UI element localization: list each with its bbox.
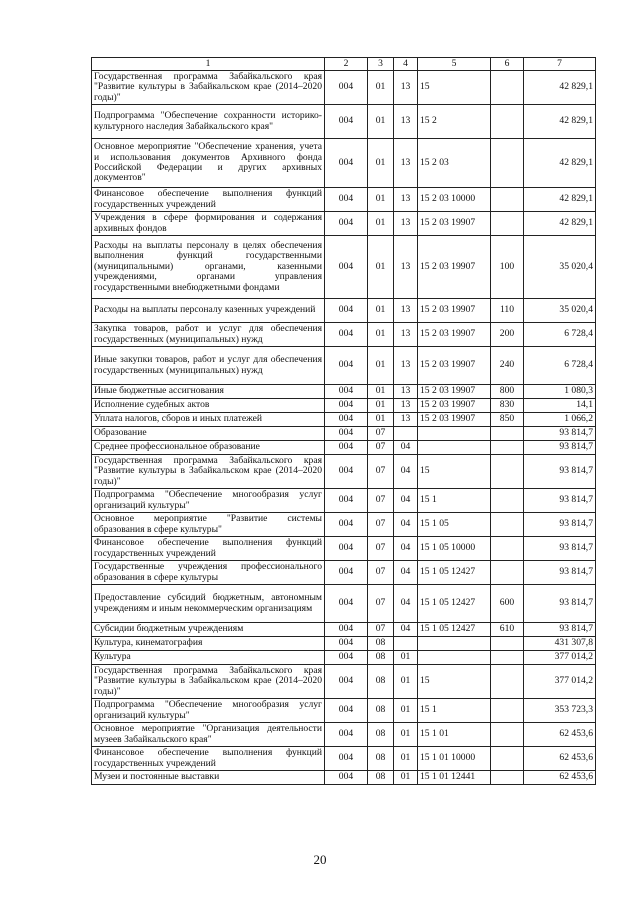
table-row [92, 623, 596, 637]
amount-cell: 93 814,7 [524, 585, 596, 623]
table-row [92, 651, 596, 665]
section-cell: 01 [368, 236, 394, 299]
section-cell: 01 [368, 347, 394, 385]
item-name-cell: Финансовое обеспечение выполнения функций государственных учреждений [92, 188, 325, 212]
table-row [92, 455, 596, 489]
target-article-cell: 15 2 03 19907 [418, 385, 491, 399]
code-cell: 004 [325, 623, 368, 637]
amount-cell: 42 829,1 [524, 139, 596, 188]
code-cell: 004 [325, 413, 368, 427]
table-row [92, 188, 596, 212]
table-row [92, 323, 596, 347]
expense-type-cell: 850 [491, 413, 524, 427]
item-name-cell: Среднее профессиональное образование [92, 441, 325, 455]
item-name-cell: Подпрограмма "Обеспечение многообразия услуг организаций культуры" [92, 699, 325, 723]
header-cell: 6 [491, 58, 524, 71]
expense-type-cell [491, 561, 524, 585]
section-cell: 08 [368, 651, 394, 665]
amount-cell: 93 814,7 [524, 441, 596, 455]
target-article-cell: 15 2 [418, 105, 491, 139]
table-header [92, 58, 596, 71]
item-name-cell: Учреждения в сфере формирования и содержания архивных фондов [92, 212, 325, 236]
subsection-cell: 01 [394, 723, 418, 747]
amount-cell: 42 829,1 [524, 105, 596, 139]
code-cell: 004 [325, 385, 368, 399]
code-cell: 004 [325, 455, 368, 489]
section-cell: 08 [368, 771, 394, 785]
item-name-cell: Музеи и постоянные выставки [92, 771, 325, 785]
code-cell: 004 [325, 105, 368, 139]
code-cell: 004 [325, 399, 368, 413]
code-cell: 004 [325, 723, 368, 747]
table-row [92, 699, 596, 723]
amount-cell: 6 728,4 [524, 347, 596, 385]
table-row [92, 347, 596, 385]
code-cell: 004 [325, 323, 368, 347]
subsection-cell: 04 [394, 513, 418, 537]
subsection-cell: 04 [394, 489, 418, 513]
subsection-cell: 13 [394, 385, 418, 399]
code-cell: 004 [325, 537, 368, 561]
target-article-cell: 15 2 03 [418, 139, 491, 188]
section-cell: 01 [368, 212, 394, 236]
subsection-cell: 13 [394, 139, 418, 188]
target-article-cell: 15 2 03 19907 [418, 323, 491, 347]
table-row [92, 537, 596, 561]
code-cell: 004 [325, 513, 368, 537]
subsection-cell [394, 427, 418, 441]
expense-type-cell [491, 699, 524, 723]
target-article-cell [418, 651, 491, 665]
expense-type-cell: 830 [491, 399, 524, 413]
subsection-cell: 13 [394, 236, 418, 299]
amount-cell: 42 829,1 [524, 188, 596, 212]
table-row [92, 299, 596, 323]
table-row [92, 637, 596, 651]
target-article-cell [418, 427, 491, 441]
subsection-cell: 01 [394, 651, 418, 665]
code-cell: 004 [325, 347, 368, 385]
section-cell: 01 [368, 385, 394, 399]
expense-type-cell [491, 139, 524, 188]
header-cell: 2 [325, 58, 368, 71]
target-article-cell: 15 1 05 12427 [418, 623, 491, 637]
subsection-cell: 04 [394, 537, 418, 561]
amount-cell: 93 814,7 [524, 513, 596, 537]
subsection-cell: 04 [394, 455, 418, 489]
section-cell: 07 [368, 623, 394, 637]
item-name-cell: Субсидии бюджетным учреждениям [92, 623, 325, 637]
amount-cell: 62 453,6 [524, 747, 596, 771]
code-cell: 004 [325, 71, 368, 105]
item-name-cell: Иные бюджетные ассигнования [92, 385, 325, 399]
item-name-cell: Финансовое обеспечение выполнения функций государственных учреждений [92, 537, 325, 561]
subsection-cell: 01 [394, 699, 418, 723]
section-cell: 08 [368, 747, 394, 771]
header-row [92, 58, 596, 71]
table-row [92, 561, 596, 585]
subsection-cell: 04 [394, 585, 418, 623]
table-row [92, 399, 596, 413]
amount-cell: 377 014,2 [524, 665, 596, 699]
expense-type-cell [491, 537, 524, 561]
subsection-cell: 13 [394, 347, 418, 385]
item-name-cell: Основное мероприятие "Обеспечение хранения, учета и использования документов Архивного фонда Российской Федерации и других архивных документов" [92, 139, 325, 188]
expense-type-cell [491, 747, 524, 771]
amount-cell: 14,1 [524, 399, 596, 413]
amount-cell: 35 020,4 [524, 299, 596, 323]
header-cell: 5 [418, 58, 491, 71]
amount-cell: 431 307,8 [524, 637, 596, 651]
section-cell: 01 [368, 71, 394, 105]
table-row [92, 385, 596, 399]
target-article-cell: 15 1 [418, 699, 491, 723]
item-name-cell: Государственные учреждения профессионального образования в сфере культуры [92, 561, 325, 585]
expense-type-cell: 100 [491, 236, 524, 299]
amount-cell: 6 728,4 [524, 323, 596, 347]
item-name-cell: Основное мероприятие "Организация деятельности музеев Забайкальского края" [92, 723, 325, 747]
target-article-cell: 15 2 03 10000 [418, 188, 491, 212]
table-body [92, 71, 596, 785]
target-article-cell: 15 2 03 19907 [418, 212, 491, 236]
amount-cell: 353 723,3 [524, 699, 596, 723]
expense-type-cell [491, 651, 524, 665]
table-row [92, 413, 596, 427]
item-name-cell: Государственная программа Забайкальского края "Развитие культуры в Забайкальском крае (2014–2020 годы)" [92, 455, 325, 489]
item-name-cell: Подпрограмма "Обеспечение многообразия услуг организаций культуры" [92, 489, 325, 513]
header-cell: 4 [394, 58, 418, 71]
item-name-cell: Уплата налогов, сборов и иных платежей [92, 413, 325, 427]
target-article-cell [418, 637, 491, 651]
section-cell: 07 [368, 441, 394, 455]
target-article-cell: 15 2 03 19907 [418, 399, 491, 413]
section-cell: 01 [368, 188, 394, 212]
amount-cell: 1 080,3 [524, 385, 596, 399]
expense-type-cell: 200 [491, 323, 524, 347]
amount-cell: 62 453,6 [524, 723, 596, 747]
amount-cell: 93 814,7 [524, 561, 596, 585]
expense-type-cell [491, 723, 524, 747]
section-cell: 01 [368, 413, 394, 427]
section-cell: 01 [368, 139, 394, 188]
amount-cell: 62 453,6 [524, 771, 596, 785]
expense-type-cell: 600 [491, 585, 524, 623]
item-name-cell: Расходы на выплаты персоналу казенных учреждений [92, 299, 325, 323]
header-cell: 1 [92, 58, 325, 71]
section-cell: 01 [368, 299, 394, 323]
table-row [92, 71, 596, 105]
target-article-cell: 15 1 05 12427 [418, 585, 491, 623]
section-cell: 07 [368, 455, 394, 489]
subsection-cell: 13 [394, 188, 418, 212]
expense-type-cell: 610 [491, 623, 524, 637]
code-cell: 004 [325, 699, 368, 723]
amount-cell: 377 014,2 [524, 651, 596, 665]
header-cell: 3 [368, 58, 394, 71]
expense-type-cell [491, 637, 524, 651]
expense-type-cell: 800 [491, 385, 524, 399]
expense-type-cell [491, 188, 524, 212]
table-row [92, 489, 596, 513]
expense-type-cell [491, 212, 524, 236]
section-cell: 01 [368, 105, 394, 139]
code-cell: 004 [325, 139, 368, 188]
code-cell: 004 [325, 236, 368, 299]
code-cell: 004 [325, 747, 368, 771]
code-cell: 004 [325, 489, 368, 513]
subsection-cell: 01 [394, 747, 418, 771]
item-name-cell: Финансовое обеспечение выполнения функций государственных учреждений [92, 747, 325, 771]
page-number: 20 [313, 852, 327, 867]
expense-type-cell: 110 [491, 299, 524, 323]
item-name-cell: Государственная программа Забайкальского края "Развитие культуры в Забайкальском крае (2014–2020 годы)" [92, 665, 325, 699]
target-article-cell: 15 1 01 [418, 723, 491, 747]
expense-type-cell [491, 489, 524, 513]
expense-type-cell [491, 455, 524, 489]
section-cell: 07 [368, 489, 394, 513]
target-article-cell: 15 [418, 455, 491, 489]
expense-type-cell: 240 [491, 347, 524, 385]
code-cell: 004 [325, 651, 368, 665]
table-row [92, 139, 596, 188]
target-article-cell: 15 2 03 19907 [418, 236, 491, 299]
target-article-cell: 15 [418, 71, 491, 105]
target-article-cell: 15 1 05 12427 [418, 561, 491, 585]
subsection-cell: 04 [394, 561, 418, 585]
item-name-cell: Культура [92, 651, 325, 665]
amount-cell: 42 829,1 [524, 212, 596, 236]
table-row [92, 236, 596, 299]
code-cell: 004 [325, 771, 368, 785]
section-cell: 01 [368, 323, 394, 347]
table-row [92, 105, 596, 139]
subsection-cell: 13 [394, 105, 418, 139]
subsection-cell: 13 [394, 323, 418, 347]
target-article-cell: 15 1 05 10000 [418, 537, 491, 561]
subsection-cell: 04 [394, 441, 418, 455]
code-cell: 004 [325, 637, 368, 651]
amount-cell: 1 066,2 [524, 413, 596, 427]
code-cell: 004 [325, 585, 368, 623]
table-row [92, 441, 596, 455]
item-name-cell: Закупка товаров, работ и услуг для обеспечения государственных (муниципальных) нужд [92, 323, 325, 347]
target-article-cell: 15 2 03 19907 [418, 347, 491, 385]
item-name-cell: Культура, кинематография [92, 637, 325, 651]
subsection-cell: 13 [394, 71, 418, 105]
section-cell: 08 [368, 723, 394, 747]
target-article-cell: 15 2 03 19907 [418, 413, 491, 427]
expense-type-cell [491, 441, 524, 455]
subsection-cell [394, 637, 418, 651]
subsection-cell: 04 [394, 623, 418, 637]
target-article-cell: 15 [418, 665, 491, 699]
amount-cell: 93 814,7 [524, 455, 596, 489]
expense-type-cell [491, 105, 524, 139]
item-name-cell: Государственная программа Забайкальского края "Развитие культуры в Забайкальском крае (2014–2020 годы)" [92, 71, 325, 105]
item-name-cell: Исполнение судебных актов [92, 399, 325, 413]
expense-type-cell [491, 71, 524, 105]
section-cell: 08 [368, 699, 394, 723]
item-name-cell: Расходы на выплаты персоналу в целях обеспечения выполнения функций государственными (муниципальными) органами, казенными учреждениями, органами управления государственными внебюджетными фондами [92, 236, 325, 299]
section-cell: 07 [368, 427, 394, 441]
table-row [92, 585, 596, 623]
item-name-cell: Предоставление субсидий бюджетным, автономным учреждениям и иным некоммерческим организациям [92, 585, 325, 623]
section-cell: 07 [368, 585, 394, 623]
item-name-cell: Образование [92, 427, 325, 441]
table-row [92, 723, 596, 747]
code-cell: 004 [325, 212, 368, 236]
target-article-cell: 15 1 01 12441 [418, 771, 491, 785]
section-cell: 07 [368, 561, 394, 585]
target-article-cell [418, 441, 491, 455]
table-row [92, 771, 596, 785]
section-cell: 08 [368, 665, 394, 699]
table-row [92, 427, 596, 441]
amount-cell: 93 814,7 [524, 427, 596, 441]
subsection-cell: 13 [394, 399, 418, 413]
header-cell: 7 [524, 58, 596, 71]
table-row [92, 212, 596, 236]
code-cell: 004 [325, 427, 368, 441]
code-cell: 004 [325, 188, 368, 212]
section-cell: 08 [368, 637, 394, 651]
expense-type-cell [491, 665, 524, 699]
table-row [92, 513, 596, 537]
target-article-cell: 15 2 03 19907 [418, 299, 491, 323]
item-name-cell: Подпрограмма "Обеспечение сохранности историко-культурного наследия Забайкальского края" [92, 105, 325, 139]
item-name-cell: Иные закупки товаров, работ и услуг для обеспечения государственных (муниципальных) нужд [92, 347, 325, 385]
target-article-cell: 15 1 01 10000 [418, 747, 491, 771]
code-cell: 004 [325, 299, 368, 323]
code-cell: 004 [325, 665, 368, 699]
section-cell: 07 [368, 513, 394, 537]
table-row [92, 665, 596, 699]
section-cell: 07 [368, 537, 394, 561]
target-article-cell: 15 1 05 [418, 513, 491, 537]
budget-table [91, 57, 596, 785]
code-cell: 004 [325, 561, 368, 585]
subsection-cell: 13 [394, 212, 418, 236]
amount-cell: 93 814,7 [524, 623, 596, 637]
amount-cell: 35 020,4 [524, 236, 596, 299]
amount-cell: 93 814,7 [524, 489, 596, 513]
table-row [92, 747, 596, 771]
item-name-cell: Основное мероприятие "Развитие системы образования в сфере культуры" [92, 513, 325, 537]
amount-cell: 93 814,7 [524, 537, 596, 561]
subsection-cell: 13 [394, 299, 418, 323]
target-article-cell: 15 1 [418, 489, 491, 513]
expense-type-cell [491, 427, 524, 441]
code-cell: 004 [325, 441, 368, 455]
amount-cell: 42 829,1 [524, 71, 596, 105]
section-cell: 01 [368, 399, 394, 413]
expense-type-cell [491, 771, 524, 785]
subsection-cell: 01 [394, 771, 418, 785]
subsection-cell: 01 [394, 665, 418, 699]
subsection-cell: 13 [394, 413, 418, 427]
expense-type-cell [491, 513, 524, 537]
